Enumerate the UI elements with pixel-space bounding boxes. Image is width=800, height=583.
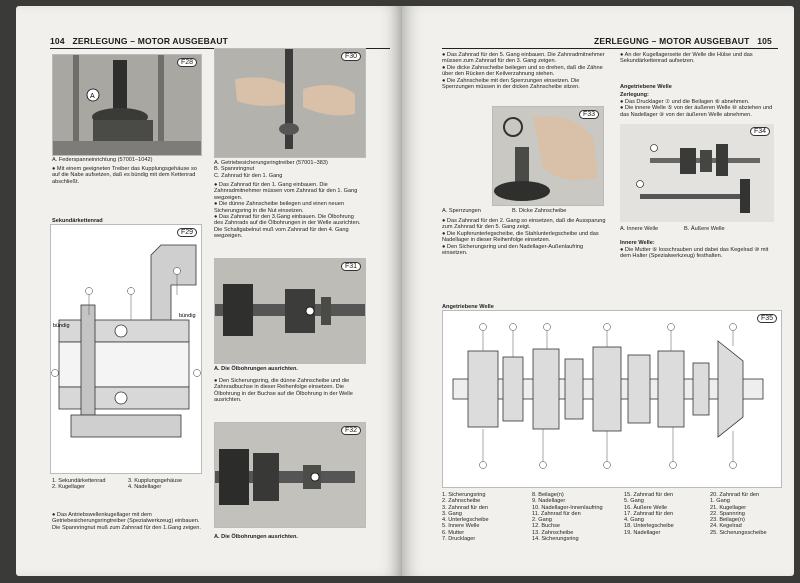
legend-f35-item: 15. Zahnrad für den (624, 492, 674, 498)
f29-buendig-left: bündig (53, 323, 70, 329)
paragraph-right-top: ● An der Kugellagerseite der Welle die Hülse und das Sekundärkettenrad aufsetzen. (620, 52, 753, 65)
right-page (402, 6, 794, 576)
legend-f35-item: 1. Sicherungsring (442, 492, 486, 498)
legend-f35-item: 19. Nadellager (624, 529, 661, 536)
legend-f35-item: 11. Zahnrad für den (532, 510, 581, 517)
legend-f35-item: 5. Innere Welle (442, 523, 480, 530)
figure-f32 (214, 422, 366, 528)
legend-f35-item: 20. Zahnrad für den (710, 492, 760, 498)
figure-f29 (50, 224, 202, 474)
f34-tag: F34 (750, 127, 770, 136)
legend-f29-item: 3. Kupplungsgehäuse (128, 478, 183, 484)
left-header (50, 36, 228, 46)
press-photo-icon (53, 55, 201, 155)
caption-f34-b: B. Äußere Welle (684, 226, 725, 232)
legend-f35-col2 (532, 492, 603, 542)
paragraph-top: ● Das Zahnrad für den 5. Gang einbauen. Die Zahnradmitnehmer müssen zum Zahnrad für den 3. Gang zeigen. ● Die dicke Zahnscheibe beilegen und so drehen, daß die Zähne über den Rücken der Keilverzahnung stehen. ● Die Zahnscheibe mit den Sperrzungen einsetzen. Die Sperrzungen müssen in der dicken Zahnscheibe sitzen. (442, 52, 605, 91)
legend-f35-col1 (442, 492, 489, 542)
fig29-title: Sekundärkettenrad (52, 218, 103, 224)
f35-tag: F35 (757, 314, 777, 323)
figure-f28 (52, 54, 202, 156)
abtrieb-title: Angetriebene Welle (620, 84, 672, 90)
legend-f35-item: 4. Gang (624, 517, 644, 524)
legend-f29-left (52, 478, 106, 491)
caption-f30 (214, 160, 328, 179)
legend-f35-item: 1. Gang (710, 498, 730, 505)
legend-f35-item: 17. Zahnrad für den (624, 510, 674, 517)
driven-shaft-diagram-icon (443, 311, 781, 487)
legend-f35-item: 16. Äußere Welle (624, 504, 668, 511)
legend-f29-right (128, 478, 182, 491)
paragraph-f31: ● Den Sicherungsring, die dünne Zahnscheibe und die Zahnradbuchse in dieser Reihenfolge einsetzen. Die Ölbohrung in der Buchse auf die Ölbohrung in der Welle ausrichten. (214, 378, 353, 404)
legend-f35-item: 2. Zahnscheibe (442, 498, 481, 505)
caption-f31: A. Die Ölbohrungen ausrichten. (214, 366, 298, 372)
legend-f35-item: 3. Gang (442, 510, 462, 517)
fig35-title: Angetriebene Welle (442, 304, 494, 310)
open-manual (10, 6, 795, 580)
f33-tag: F33 (579, 110, 599, 119)
legend-f35-item: 9. Nadellager (532, 498, 566, 505)
legend-f35-item: 8. Beilage(n) (532, 492, 564, 498)
paragraph-zerlegung: ● Das Drucklager ⑦ und die Beilagen ⑧ abnehmen. ● Die innere Welle ⑤ von der äußeren Welle ⑩ abziehen und das Nadellager ⑨ von der äußeren Welle abnehmen. (620, 99, 773, 118)
legend-f35-item: 6. Mutter (442, 529, 465, 536)
figure-f35 (442, 310, 782, 488)
hand-tool-photo-icon (215, 49, 365, 157)
legend-f35-item: 18. Unterlegscheibe (624, 523, 674, 530)
caption-f30-line: B. Spannringnut (214, 166, 255, 173)
legend-f35-item: 12. Buchse (532, 523, 560, 530)
legend-f35-item: 5. Gang (624, 498, 644, 505)
legend-f29-item: 2. Kugellager (52, 484, 85, 491)
zerlegung-title: Zerlegung: (620, 92, 649, 98)
legend-f35-item: 2. Gang (532, 517, 552, 524)
legend-f35-item: 14. Sicherungsring (532, 536, 579, 543)
legend-f35-item: 24. Kegelrad (710, 523, 742, 530)
legend-f35-col4 (710, 492, 767, 536)
figure-f34 (620, 124, 774, 222)
f28-label-a: A (90, 93, 95, 100)
f29-buendig-right: bündig (179, 313, 196, 319)
sprocket-diagram-icon (51, 225, 201, 473)
gear-shaft-photo-icon (215, 259, 365, 363)
caption-f33-b: B. Dicke Zahnscheibe (512, 208, 567, 214)
legend-f29-item: 4. Nadellager (128, 484, 162, 491)
figure-f30 (214, 48, 366, 158)
legend-f29-item: 1. Sekundärkettenrad (52, 478, 106, 484)
right-header (594, 36, 772, 46)
legend-f35-item: 25. Sicherungsscheibe (710, 529, 767, 536)
legend-f35-item: 7. Drucklager (442, 536, 476, 543)
legend-f35-item: 23. Beilage(n) (710, 517, 745, 524)
paragraph-f33: ● Das Zahnrad für den 2. Gang so einsetzen, daß die Aussparung zum Zahnrad für den 5. Gang zeigt. ● Die Kupferunterlegscheibe, die Stahlunterlegscheibe und das Nadellager in dieser Reihenfolge einsetzen. ● Den Sicherungsring und den Nadellager-Außenlaufring einsetzen. (442, 218, 606, 257)
figure-f31 (214, 258, 366, 364)
legend-f35-item: 10. Nadellager-Innenlaufring (532, 504, 603, 511)
f28-tag: F28 (177, 58, 197, 67)
legend-f35-item: 22. Spannring (710, 510, 745, 517)
hand-gear-photo-icon (493, 107, 603, 205)
innere-welle-title: Innere Welle: (620, 240, 655, 246)
legend-f35-item: 21. Kugellager (710, 504, 747, 511)
paragraph-f30: ● Das Zahnrad für den 1. Gang einbauen. Die Zahnradmitnehmer müssen vom Zahnrad für den 1. Gang wegzeigen. ● Die dünne Zahnscheibe beilegen und einen neuen Sicherungsring in die Nut einsetzen. ● Das Zahnrad für den 3.Gang einbauen. Die Ölbohrung des Zahnrads auf die Ölbohrungen in der Welle ausrichten. Die Schaltgabelnut muß vom Zahnrad für den 4. Gang wegzeigen. (214, 182, 361, 240)
gear-shaft-photo-icon (215, 423, 365, 527)
figure-f33 (492, 106, 604, 206)
left-page-number: 104 (50, 36, 65, 46)
right-header-rule (442, 48, 778, 49)
legend-f35-item: 13. Zahnscheibe (532, 529, 574, 536)
paragraph-f28: ● Mit einem geeigneten Treiber das Kupplungsgehäuse so auf die Nabe aufsetzen, daß es bündig mit dem Kettenrad abschließt. (52, 166, 197, 185)
f30-tag: F30 (341, 52, 361, 61)
f29-tag: F29 (177, 228, 197, 237)
caption-f28: A. Federspanneinrichtung (57001–1042) (52, 157, 153, 163)
right-page-number: 105 (757, 36, 772, 46)
f31-tag: F31 (341, 262, 361, 271)
caption-f34-a: A. Innere Welle (620, 226, 659, 232)
paragraph-innere: ● Die Mutter ⑥ losschrauben und dabei das Kegelrad ⑩ mit dem Halter (Spezialwerkzeug) festhalten. (620, 247, 769, 260)
legend-f35-item: 4. Unterlegscheibe (442, 517, 489, 524)
caption-f33-a: A. Sperrzungen (442, 208, 481, 214)
left-header-title: ZERLEGUNG – MOTOR AUSGEBAUT (72, 36, 229, 46)
f32-tag: F32 (341, 426, 361, 435)
caption-f32: A. Die Ölbohrungen ausrichten. (214, 534, 298, 540)
paragraph-f29: ● Das Antriebswellenkugellager mit dem Getriebesicherungsringtreiber (Spezialwerkzeug) einbauen. Die Spannringnut muß zum Zahnrad für den 1.Gang zeigen. (52, 512, 201, 531)
left-page (16, 6, 402, 576)
legend-f35-item: 3. Zahnrad für den (442, 504, 489, 511)
legend-f35-col3 (624, 492, 674, 536)
shafts-photo-icon (620, 124, 774, 222)
right-header-title: ZERLEGUNG – MOTOR AUSGEBAUT (593, 36, 750, 46)
caption-f30-line: A. Getriebesicherungsringtreiber (57001–383) (214, 160, 328, 166)
caption-f30-line: C. Zahnrad für den 1. Gang (214, 172, 283, 179)
